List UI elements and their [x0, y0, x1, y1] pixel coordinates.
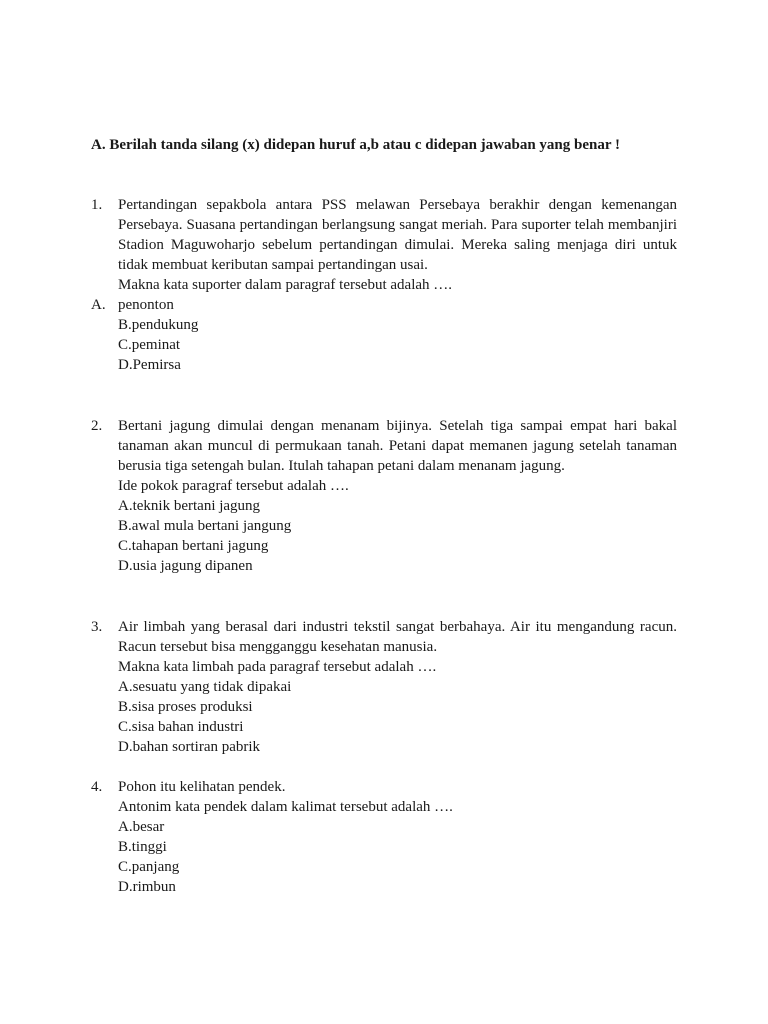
option-text: Pemirsa — [132, 357, 181, 373]
question-body — [118, 617, 677, 757]
option-letter: A. — [118, 679, 133, 695]
option-text: sisa proses produksi — [131, 699, 253, 715]
option-text: bahan sortiran pabrik — [132, 739, 261, 755]
option-d[interactable] — [118, 877, 677, 897]
question-text: Air limbah yang berasal dari industri tekstil sangat berbahaya. Air itu mengandung racun. Racun tersebut bisa mengganggu kesehatan manusia. — [118, 619, 677, 655]
option-b[interactable] — [118, 315, 677, 335]
option-c[interactable] — [118, 857, 677, 877]
question-body — [118, 777, 677, 897]
option-b[interactable] — [118, 516, 677, 536]
option-c[interactable] — [118, 536, 677, 556]
option-text: sesuatu yang tidak dipakai — [132, 679, 292, 695]
option-a[interactable] — [91, 295, 677, 315]
option-text: peminat — [131, 337, 181, 353]
question-number: 4. — [91, 779, 103, 795]
option-b[interactable] — [118, 697, 677, 717]
option-text: usia jagung dipanen — [132, 558, 253, 574]
option-letter: D. — [118, 879, 133, 895]
question-text: Pohon itu kelihatan pendek. — [118, 779, 286, 795]
option-letter: D. — [118, 357, 133, 373]
option-b[interactable] — [118, 837, 677, 857]
option-letter: C. — [118, 538, 132, 554]
question-text: Bertani jagung dimulai dengan menanam bijinya. Setelah tiga sampai empat hari bakal tanaman akan muncul di permukaan tanah. Petani dapat memanen jagung setelah tanaman berusia tiga setengah bulan. Itulah tahapan petani dalam menanam jagung. — [118, 418, 677, 474]
question-number: 1. — [91, 197, 103, 213]
option-text: penonton — [118, 297, 174, 313]
option-text: tahapan bertani jagung — [131, 538, 269, 554]
option-c[interactable] — [118, 717, 677, 737]
question-3 — [91, 617, 677, 757]
question-prompt: Makna kata suporter dalam paragraf tersebut adalah …. — [118, 277, 453, 293]
option-text: tinggi — [131, 839, 167, 855]
question-1 — [91, 195, 677, 375]
question-number: 2. — [91, 418, 103, 434]
option-text: sisa bahan industri — [131, 719, 244, 735]
option-d[interactable] — [118, 355, 677, 375]
option-text: panjang — [131, 859, 180, 875]
instruction-heading: A. Berilah tanda silang (x) didepan huruf a,b atau c didepan jawaban yang benar ! — [91, 137, 620, 153]
question-body — [91, 195, 677, 375]
question-prompt: Makna kata limbah pada paragraf tersebut adalah …. — [118, 659, 437, 675]
option-letter: C. — [118, 719, 132, 735]
option-letter: C. — [118, 859, 132, 875]
question-2 — [91, 416, 677, 576]
option-letter: A. — [91, 297, 106, 313]
option-text: pendukung — [131, 317, 199, 333]
option-letter: D. — [118, 739, 133, 755]
question-prompt: Antonim kata pendek dalam kalimat tersebut adalah …. — [118, 799, 453, 815]
option-text: rimbun — [132, 879, 176, 895]
option-d[interactable] — [118, 737, 677, 757]
option-text: teknik bertani jagung — [132, 498, 261, 514]
option-letter: D. — [118, 558, 133, 574]
option-letter: B. — [118, 317, 132, 333]
question-number: 3. — [91, 619, 103, 635]
option-text: awal mula bertani jangung — [131, 518, 292, 534]
option-letter: C. — [118, 337, 132, 353]
option-c[interactable] — [118, 335, 677, 355]
question-text: Pertandingan sepakbola antara PSS melawan Persebaya berakhir dengan kemenangan Persebaya. Suasana pertandingan berlangsung sangat meriah. Para suporter telah membanjiri Stadion Maguwoharjo sebelum pertandingan dimulai. Mereka saling menjaga diri untuk tidak membuat keributan sampai pertandingan usai. — [118, 197, 677, 273]
question-body — [118, 416, 677, 576]
option-a[interactable] — [118, 496, 677, 516]
option-letter: B. — [118, 518, 132, 534]
option-letter: A. — [118, 498, 133, 514]
option-a[interactable] — [118, 677, 677, 697]
question-4 — [91, 777, 677, 897]
option-letter: B. — [118, 839, 132, 855]
option-a[interactable] — [118, 817, 677, 837]
question-prompt: Ide pokok paragraf tersebut adalah …. — [118, 478, 349, 494]
option-d[interactable] — [118, 556, 677, 576]
option-text: besar — [132, 819, 165, 835]
option-letter: A. — [118, 819, 133, 835]
option-letter: B. — [118, 699, 132, 715]
